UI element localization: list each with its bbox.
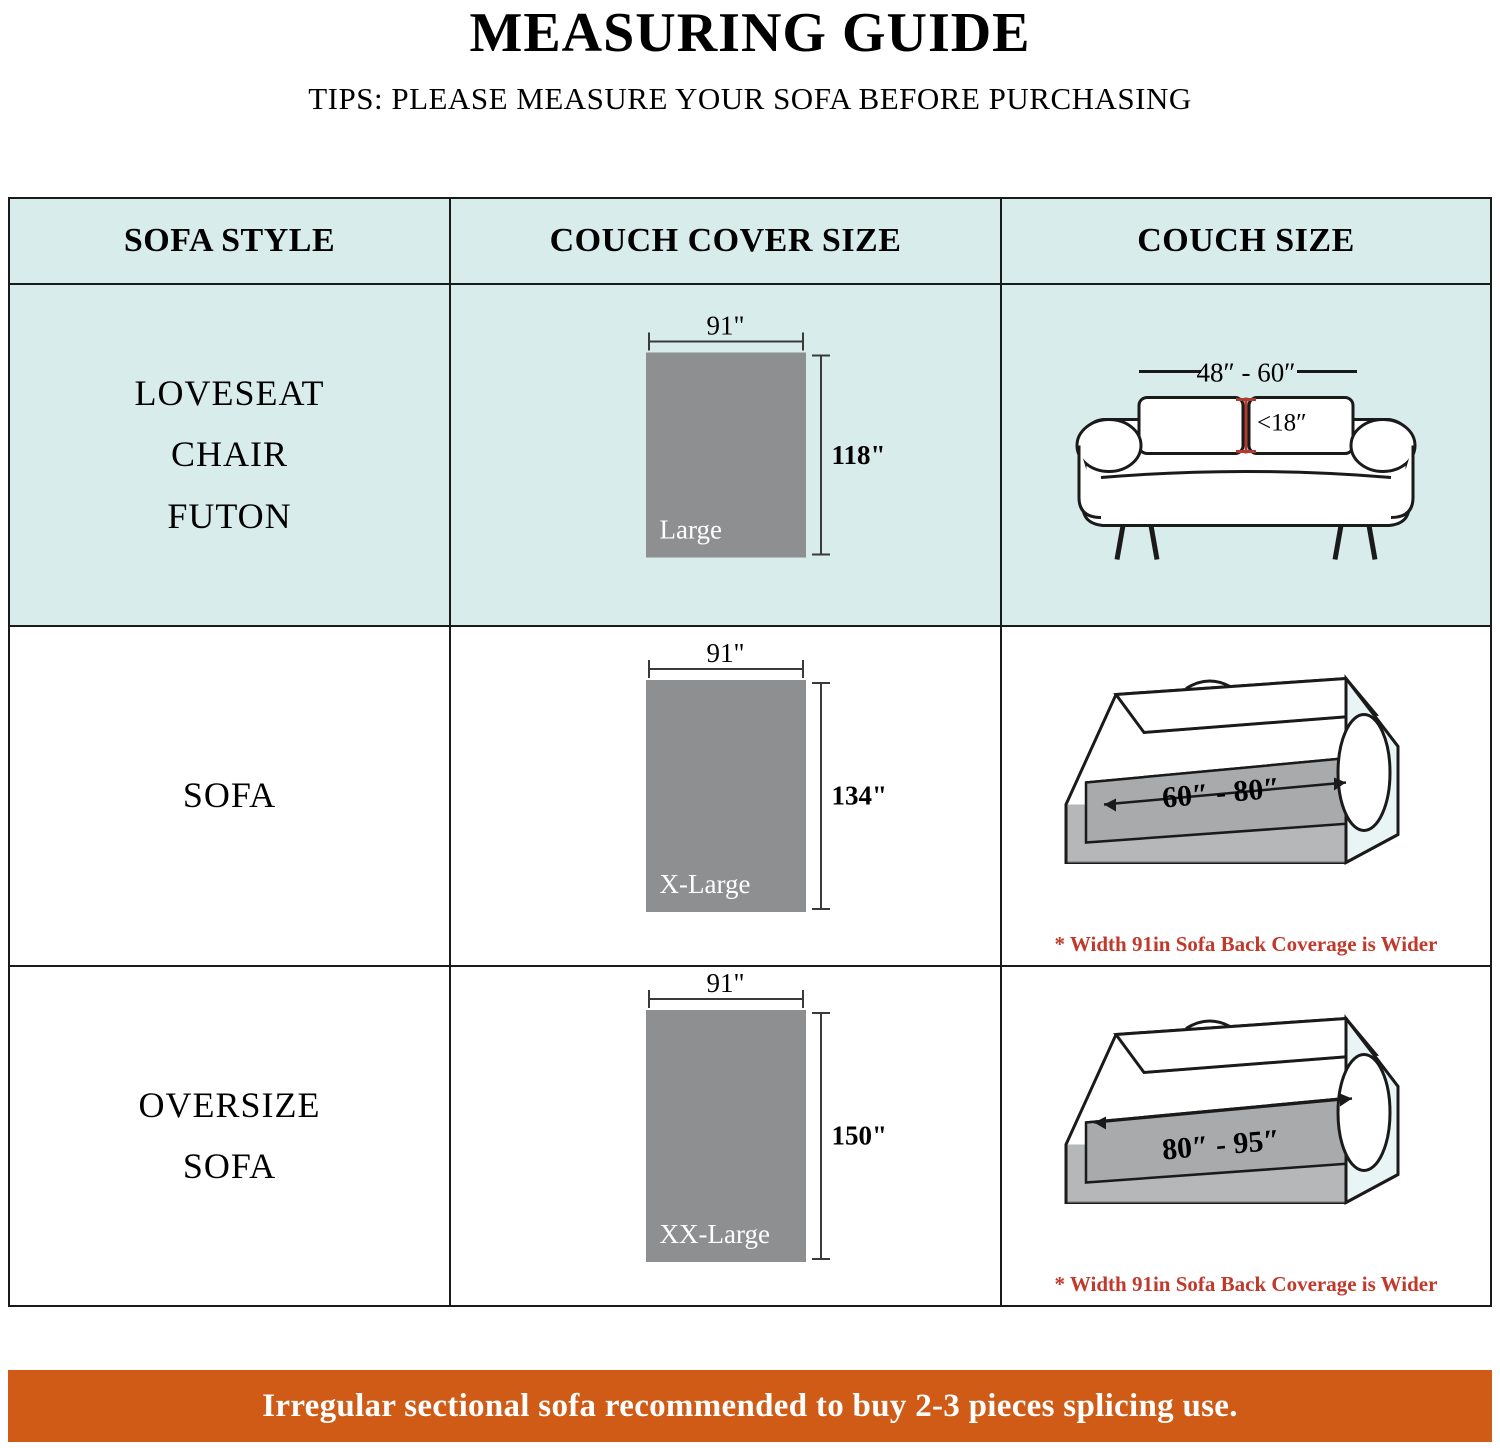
cover-diagram	[451, 285, 1000, 625]
coverage-note: * Width 91in Sofa Back Coverage is Wider	[1054, 932, 1438, 956]
cover-width-label: 91"	[706, 310, 745, 341]
dimension-cap-left	[648, 660, 650, 678]
table-row	[9, 284, 1491, 626]
sofa-style-line: FUTON	[167, 495, 292, 536]
sofa-style-line: OVERSIZE	[138, 1084, 321, 1125]
column-header-couch-cover-size: COUCH COVER SIZE	[450, 198, 1001, 284]
cover-rectangle	[646, 1010, 806, 1262]
cover-width-dimension	[646, 310, 806, 349]
page-subtitle: TIPS: PLEASE MEASURE YOUR SOFA BEFORE PURCHASING	[308, 80, 1192, 116]
loveseat-illustration	[1031, 328, 1461, 583]
table-row	[9, 966, 1491, 1306]
sofa-style-line: SOFA	[182, 1146, 277, 1186]
cell-cover-size-large	[450, 284, 1001, 626]
cell-couch-size-loveseat	[1001, 284, 1491, 626]
dimension-cap-left	[648, 990, 650, 1008]
sofa-svg	[1046, 655, 1446, 905]
sofa-style-line: CHAIR	[170, 434, 288, 475]
footer-text: Irregular sectional sofa recommended to buy 2-3 pieces splicing use.	[262, 1387, 1238, 1424]
cover-height-label: 150"	[831, 1120, 887, 1151]
dimension-cap-top	[812, 1012, 830, 1014]
sofa-style-label-group	[10, 363, 449, 547]
size-table	[8, 197, 1492, 1307]
oversize-sofa-illustration	[1046, 995, 1446, 1250]
dimension-line	[648, 668, 804, 670]
sofa-style-label-group	[10, 765, 449, 826]
cover-height-label: 118"	[831, 439, 886, 470]
couch-depth-label: <18″	[1257, 409, 1307, 437]
dimension-cap-top	[812, 355, 830, 357]
cover-diagram-inner	[646, 638, 887, 912]
sofa-style-label-group	[10, 1075, 449, 1197]
cover-size-name: XX-Large	[659, 1219, 770, 1249]
dimension-cap-right	[802, 660, 804, 678]
cover-rectangle	[646, 680, 806, 912]
table-row	[9, 626, 1491, 966]
dimension-cap-bottom	[812, 908, 830, 910]
cell-sofa-style-sofa	[9, 626, 450, 966]
cover-size-name: X-Large	[659, 869, 751, 899]
dimension-cap-right	[802, 333, 804, 351]
cell-couch-size-sofa	[1001, 626, 1491, 966]
dimension-cap-top	[812, 682, 830, 684]
page-header	[0, 0, 1500, 117]
dimension-line	[648, 998, 804, 1000]
dimension-cap-right	[802, 990, 804, 1008]
table-header	[9, 198, 1491, 284]
column-header-sofa-style: SOFA STYLE	[9, 198, 450, 284]
cover-diagram	[451, 967, 1000, 1305]
oversize-sofa-svg	[1046, 995, 1446, 1245]
cover-height-dimension	[808, 1010, 887, 1262]
couch-diagram-cell	[1002, 285, 1490, 625]
page-title: MEASURING GUIDE	[469, 2, 1031, 64]
dimension-line	[648, 341, 804, 343]
cover-height-dimension	[808, 680, 887, 912]
cover-height-label: 134"	[831, 780, 887, 811]
cell-cover-size-xlarge	[450, 626, 1001, 966]
dimension-cap-left	[648, 333, 650, 351]
cell-sofa-style-oversize	[9, 966, 450, 1306]
coverage-note: * Width 91in Sofa Back Coverage is Wider	[1054, 1272, 1438, 1296]
couch-width-label: 60″ - 80″	[1160, 771, 1282, 816]
cover-diagram-inner	[646, 968, 887, 1262]
sofa-illustration	[1046, 655, 1446, 910]
cover-diagram-inner	[646, 310, 886, 558]
cover-width-dimension	[646, 968, 806, 1006]
cover-height-dimension	[808, 353, 886, 558]
table-body	[9, 284, 1491, 1306]
couch-diagram-cell	[1002, 627, 1490, 965]
table-header-row	[9, 198, 1491, 284]
cell-sofa-style-loveseat	[9, 284, 450, 626]
cover-size-name: Large	[659, 514, 722, 545]
cover-width-label: 91"	[706, 968, 745, 998]
couch-diagram-cell	[1002, 967, 1490, 1305]
dimension-line	[820, 682, 822, 910]
couch-width-label: 80″ - 95″	[1160, 1123, 1282, 1168]
cell-couch-size-oversize	[1001, 966, 1491, 1306]
cover-rectangle	[646, 353, 806, 558]
couch-width-label: 48″ - 60″	[1196, 357, 1296, 388]
cell-cover-size-xxlarge	[450, 966, 1001, 1306]
sofa-style-line: SOFA	[182, 775, 277, 816]
loveseat-svg	[1031, 328, 1461, 578]
sofa-style-line: LOVESEAT	[134, 373, 325, 414]
column-header-couch-size: COUCH SIZE	[1001, 198, 1491, 284]
cover-width-dimension	[646, 638, 806, 676]
cover-width-label: 91"	[706, 638, 745, 668]
cover-diagram	[451, 627, 1000, 965]
dimension-cap-bottom	[812, 554, 830, 556]
dimension-line	[820, 355, 822, 556]
dimension-cap-bottom	[812, 1258, 830, 1260]
footer-banner	[8, 1370, 1492, 1442]
dimension-line	[820, 1012, 822, 1260]
